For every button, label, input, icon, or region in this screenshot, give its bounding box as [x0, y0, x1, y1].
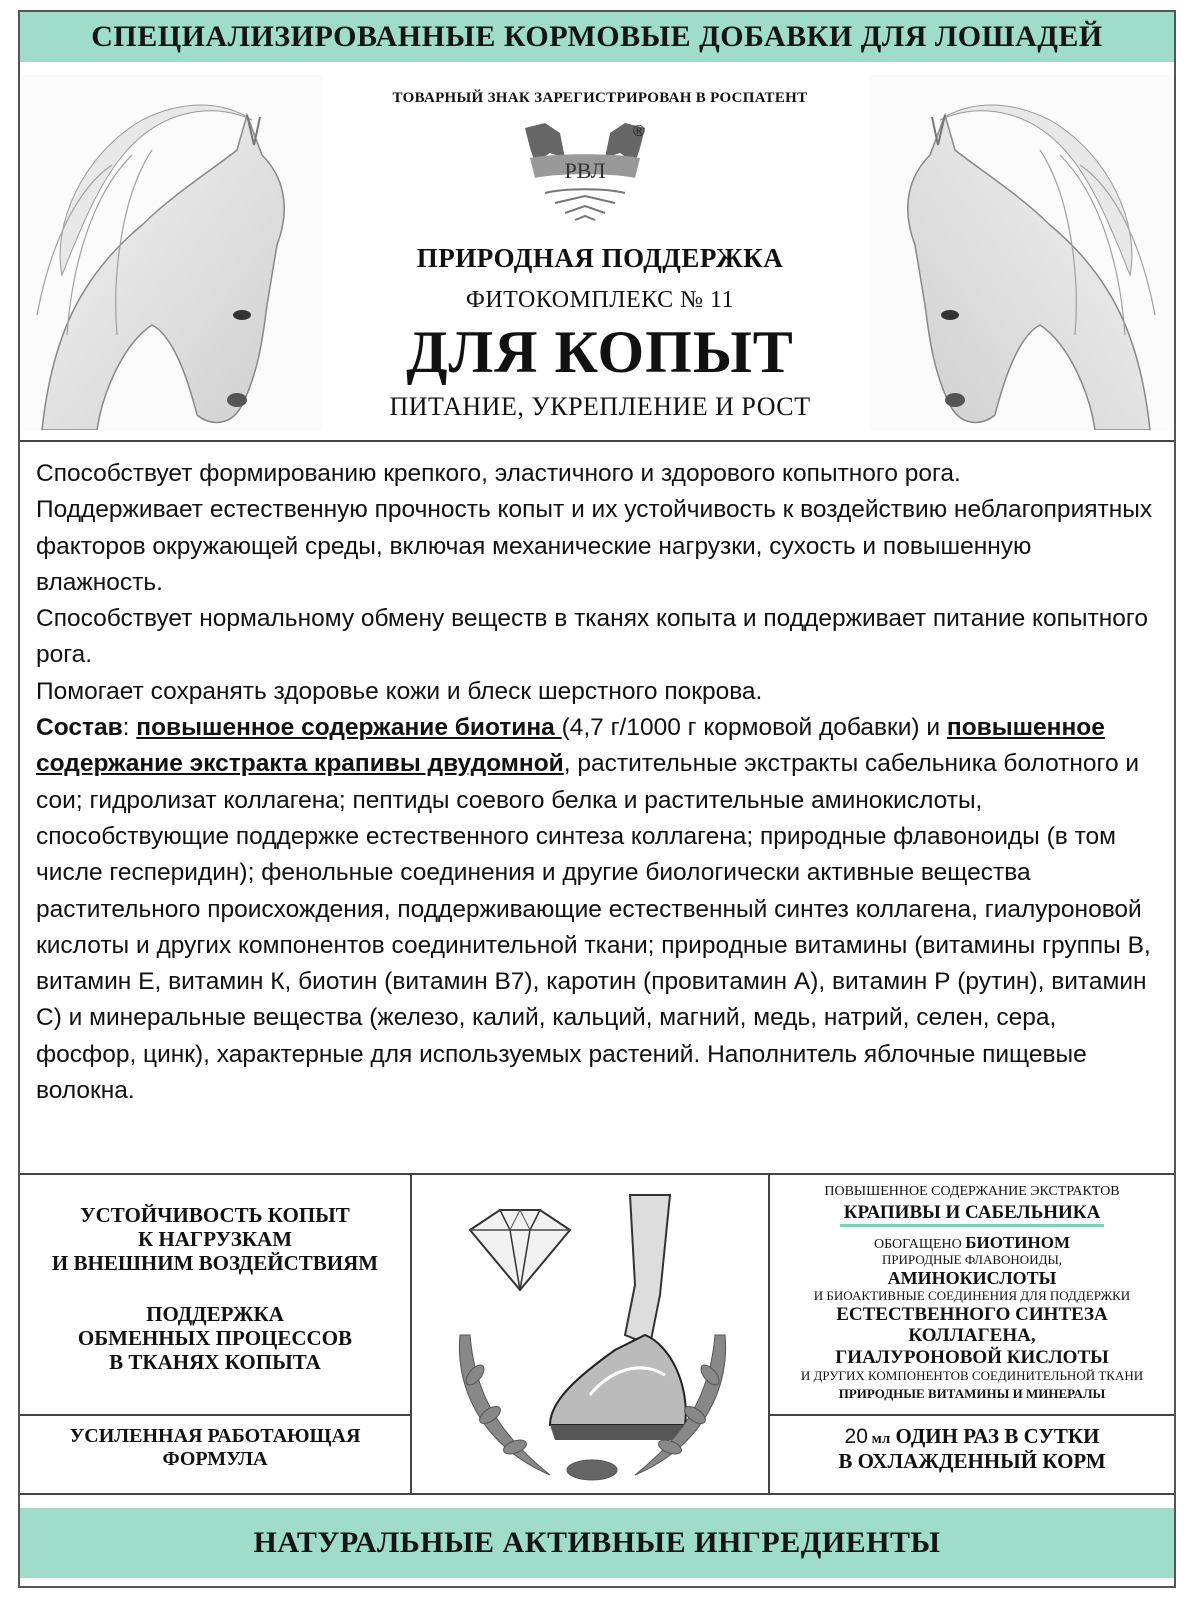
- highlight-extracts-caption: ПОВЫШЕННОЕ СОДЕРЖАНИЕ ЭКСТРАКТОВ: [824, 1184, 1120, 1199]
- description-p2: Поддерживает естественную прочность копыт и их устойчивость к воздействию неблагоприятных факторов окружающей среды, включая механические нагрузки, сухость и повышенную влажность.: [36, 496, 1153, 596]
- divider-footer: [20, 1493, 1174, 1495]
- bioactive-caption: И БИОАКТИВНЫЕ СОЕДИНЕНИЯ ДЛЯ ПОДДЕРЖКИ: [813, 1287, 1131, 1303]
- highlight-natural-synthesis: ЕСТЕСТВЕННОГО СИНТЕЗА: [836, 1303, 1108, 1325]
- description-p3: Способствует нормальному обмену веществ в тканях копыта и поддерживает питание копытного рога.: [36, 605, 1148, 669]
- composition-label: Состав: [36, 714, 123, 742]
- composition-colon: :: [122, 714, 137, 742]
- enriched-caption: ОБОГАЩЕНО: [874, 1236, 966, 1252]
- formula-note: [20, 1425, 410, 1471]
- highlight-collagen: КОЛЛАГЕНА,: [908, 1325, 1036, 1347]
- highlight-biotin: БИОТИНОМ: [965, 1232, 1070, 1252]
- benefit-2-line-1: ПОДДЕРЖКА: [146, 1302, 284, 1326]
- benefit-load-resistance: [20, 1203, 410, 1275]
- ingredients-highlights: [770, 1184, 1174, 1402]
- trademark-note: ТОВАРНЫЙ ЗНАК ЗАРЕГИСТРИРОВАН В РОСПАТЕНТ: [392, 90, 808, 106]
- vitamins-minerals-caption: ПРИРОДНЫЕ ВИТАМИНЫ И МИНЕРАЛЫ: [838, 1386, 1106, 1402]
- composition-rest: , растительные экстракты сабельника болотного и сои; гидролизат коллагена; пептиды соевого белка и растительные аминокислоты, способствующие поддержке естественного синтеза коллагена; природные флавоноиды (в том числе гесперидин); фенольные соединения и другие биологически активные вещества растительного происхождения, поддерживающие естественный синтез коллагена, гиалуроновой кислоты и других компонентов соединительной ткани; природные витамины (витамины группы В, витамин Е, витамин К, биотин (витамин В7), каротин (провитамин А), витамин Р (рутин), витамин С) и минеральные вещества (железо, калий, кальций, магний, медь, натрий, селен, сера, фосфор, цинк), характерные для используемых растений. Наполнитель яблочные пищевые волокна.: [36, 750, 1151, 1105]
- benefit-metabolism: [20, 1302, 410, 1374]
- benefit-1-line-2: К НАГРУЗКАМ: [137, 1227, 293, 1252]
- heading-natural-support: ПРИРОДНАЯ ПОДДЕРЖКА: [416, 243, 784, 273]
- highlight-amino-acids: АМИНОКИСЛОТЫ: [887, 1267, 1057, 1288]
- highlight-hyaluronic: ГИАЛУРОНОВОЙ КИСЛОТЫ: [835, 1347, 1109, 1369]
- horse-head-right-icon: [870, 75, 1170, 430]
- benefit-2-line-3: В ТКАНЯХ КОПЫТА: [109, 1350, 321, 1375]
- description-p4: Помогает сохранять здоровье кожи и блеск шерстного покрова.: [36, 677, 763, 705]
- dose-amount: 20: [844, 1425, 868, 1448]
- dose-frequency: ОДИН РАЗ В СУТКИ: [890, 1424, 1100, 1448]
- registered-mark: ®: [633, 123, 645, 140]
- column-divider-left: [410, 1175, 412, 1493]
- connective-tissue-caption: И ДРУГИХ КОМПОНЕНТОВ СОЕДИНИТЕЛЬНОЙ ТКАНИ: [800, 1368, 1144, 1384]
- dose-unit: мл: [867, 1431, 891, 1447]
- dosage-instructions: [770, 1424, 1174, 1473]
- biotin-amount: (4,7 г/1000 г кормовой добавки) и: [561, 714, 947, 742]
- hoof-diamond-illustration-icon: [440, 1185, 745, 1490]
- formula-line-1: УСИЛЕННАЯ РАБОТАЮЩАЯ: [69, 1425, 361, 1447]
- hoof-bones-icon: [550, 1195, 686, 1440]
- top-banner: СПЕЦИАЛИЗИРОВАННЫЕ КОРМОВЫЕ ДОБАВКИ ДЛЯ ЛОШАДЕЙ: [20, 12, 1174, 62]
- composition-paragraph: [36, 710, 1161, 1109]
- dose-feed-note: В ОХЛАЖДЕННЫЙ КОРМ: [838, 1449, 1106, 1474]
- biotin-highlight: повышенное содержание биотина: [136, 714, 562, 742]
- left-cell-divider: [20, 1414, 410, 1416]
- description-block: [36, 456, 1161, 1109]
- product-subtitle: ПИТАНИЕ, УКРЕПЛЕНИЕ И РОСТ: [389, 392, 811, 421]
- benefit-2-line-2: ОБМЕННЫХ ПРОЦЕССОВ: [77, 1326, 353, 1351]
- flavonoids-caption: ПРИРОДНЫЕ ФЛАВОНОИДЫ,: [881, 1252, 1063, 1268]
- right-cell-divider: [768, 1414, 1174, 1416]
- diamond-icon: [470, 1210, 570, 1290]
- nettle-highlight: повышенное содержание экстракта крапивы двудомной: [36, 714, 1105, 778]
- heading-phytocomplex: ФИТОКОМПЛЕКС № 11: [465, 287, 735, 313]
- logo-text: РВЛ: [564, 158, 606, 183]
- rvl-logo-icon: [505, 118, 665, 228]
- divider-top: [20, 440, 1174, 442]
- formula-line-2: ФОРМУЛА: [162, 1448, 268, 1470]
- product-title: ДЛЯ КОПЫТ: [406, 319, 794, 385]
- benefit-1-line-3: И ВНЕШНИМ ВОЗДЕЙСТВИЯМ: [51, 1251, 379, 1276]
- highlight-nettle-sabelnik: КРАПИВЫ И САБЕЛЬНИКА: [840, 1202, 1105, 1227]
- horse-head-left-icon: [22, 75, 322, 430]
- divider-bottom: [20, 1173, 1174, 1175]
- bottom-banner: НАТУРАЛЬНЫЕ АКТИВНЫЕ ИНГРЕДИЕНТЫ: [20, 1508, 1174, 1578]
- description-p1: Способствует формированию крепкого, эластичного и здорового копытного рога.: [36, 460, 961, 487]
- benefit-1-line-1: УСТОЙЧИВОСТЬ КОПЫТ: [80, 1203, 350, 1227]
